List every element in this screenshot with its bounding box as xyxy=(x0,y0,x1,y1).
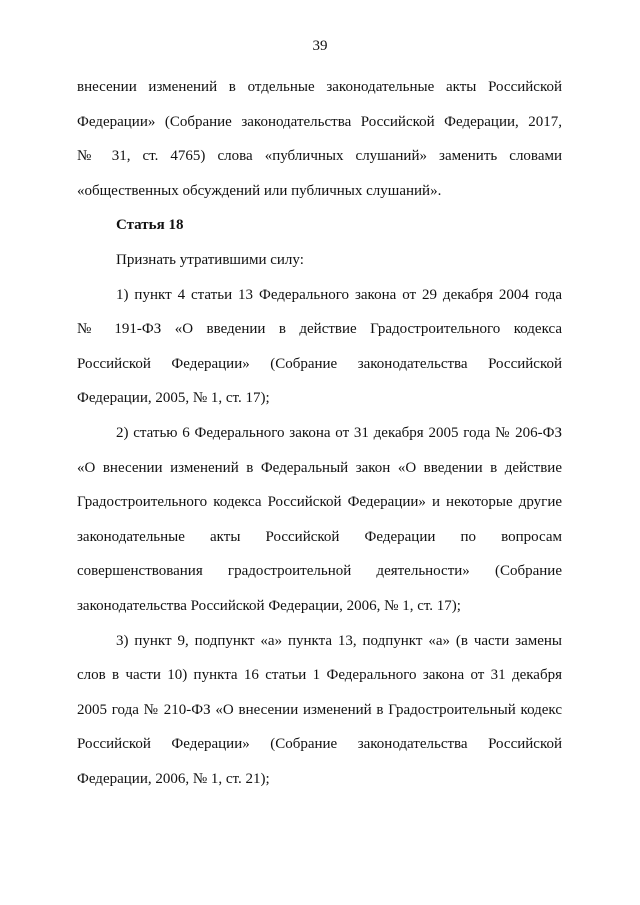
list-item-1 xyxy=(77,278,562,416)
text-line: слов в части 10) пункта 16 статьи 1 Федерального закона от 31 декабря xyxy=(77,667,562,684)
text-line: «общественных обсуждений или публичных слушаний». xyxy=(77,182,442,199)
text-line: Федерации, 2006, № 1, ст. 21); xyxy=(77,770,270,787)
text-line: Признать утратившими силу: xyxy=(116,251,304,268)
text-line: Российской Федерации» (Собрание законодательства Российской xyxy=(77,736,562,753)
text-line: совершенствования градостроительной деятельности» (Собрание xyxy=(77,563,562,580)
document-body xyxy=(77,70,562,796)
list-item-2 xyxy=(77,416,562,624)
text-line: 2005 года № 210-ФЗ «О внесении изменений в Градостроительный кодекс xyxy=(77,701,562,718)
text-line: № 191-ФЗ «О введении в действие Градостроительного кодекса xyxy=(77,321,562,338)
text-line: внесении изменений в отдельные законодательные акты Российской xyxy=(77,79,562,95)
text-line: законодательства Российской Федерации, 2006, № 1, ст. 17); xyxy=(77,597,461,614)
paragraph-continuation xyxy=(77,70,562,208)
text-line: законодательные акты Российской Федерации по вопросам xyxy=(77,528,562,545)
intro-paragraph xyxy=(77,243,562,278)
article-heading: Статья 18 xyxy=(116,217,184,234)
text-line: № 31, ст. 4765) слова «публичных слушаний» заменить словами xyxy=(77,148,562,165)
text-line: 1) пункт 4 статьи 13 Федерального закона от 29 декабря 2004 года xyxy=(116,286,562,303)
page-number: 39 xyxy=(312,38,328,54)
text-line: Российской Федерации» (Собрание законодательства Российской xyxy=(77,355,562,372)
text-line: Федерации, 2005, № 1, ст. 17); xyxy=(77,390,270,407)
text-line: Федерации» (Собрание законодательства Российской Федерации, 2017, xyxy=(77,113,562,130)
list-item-3 xyxy=(77,624,562,797)
text-line: 3) пункт 9, подпункт «а» пункта 13, подпункт «а» (в части замены xyxy=(116,632,562,649)
text-line: Градостроительного кодекса Российской Федерации» и некоторые другие xyxy=(77,494,562,511)
text-line: «О внесении изменений в Федеральный закон «О введении в действие xyxy=(77,459,562,476)
text-line: 2) статью 6 Федерального закона от 31 декабря 2005 года № 206-ФЗ xyxy=(116,424,562,441)
